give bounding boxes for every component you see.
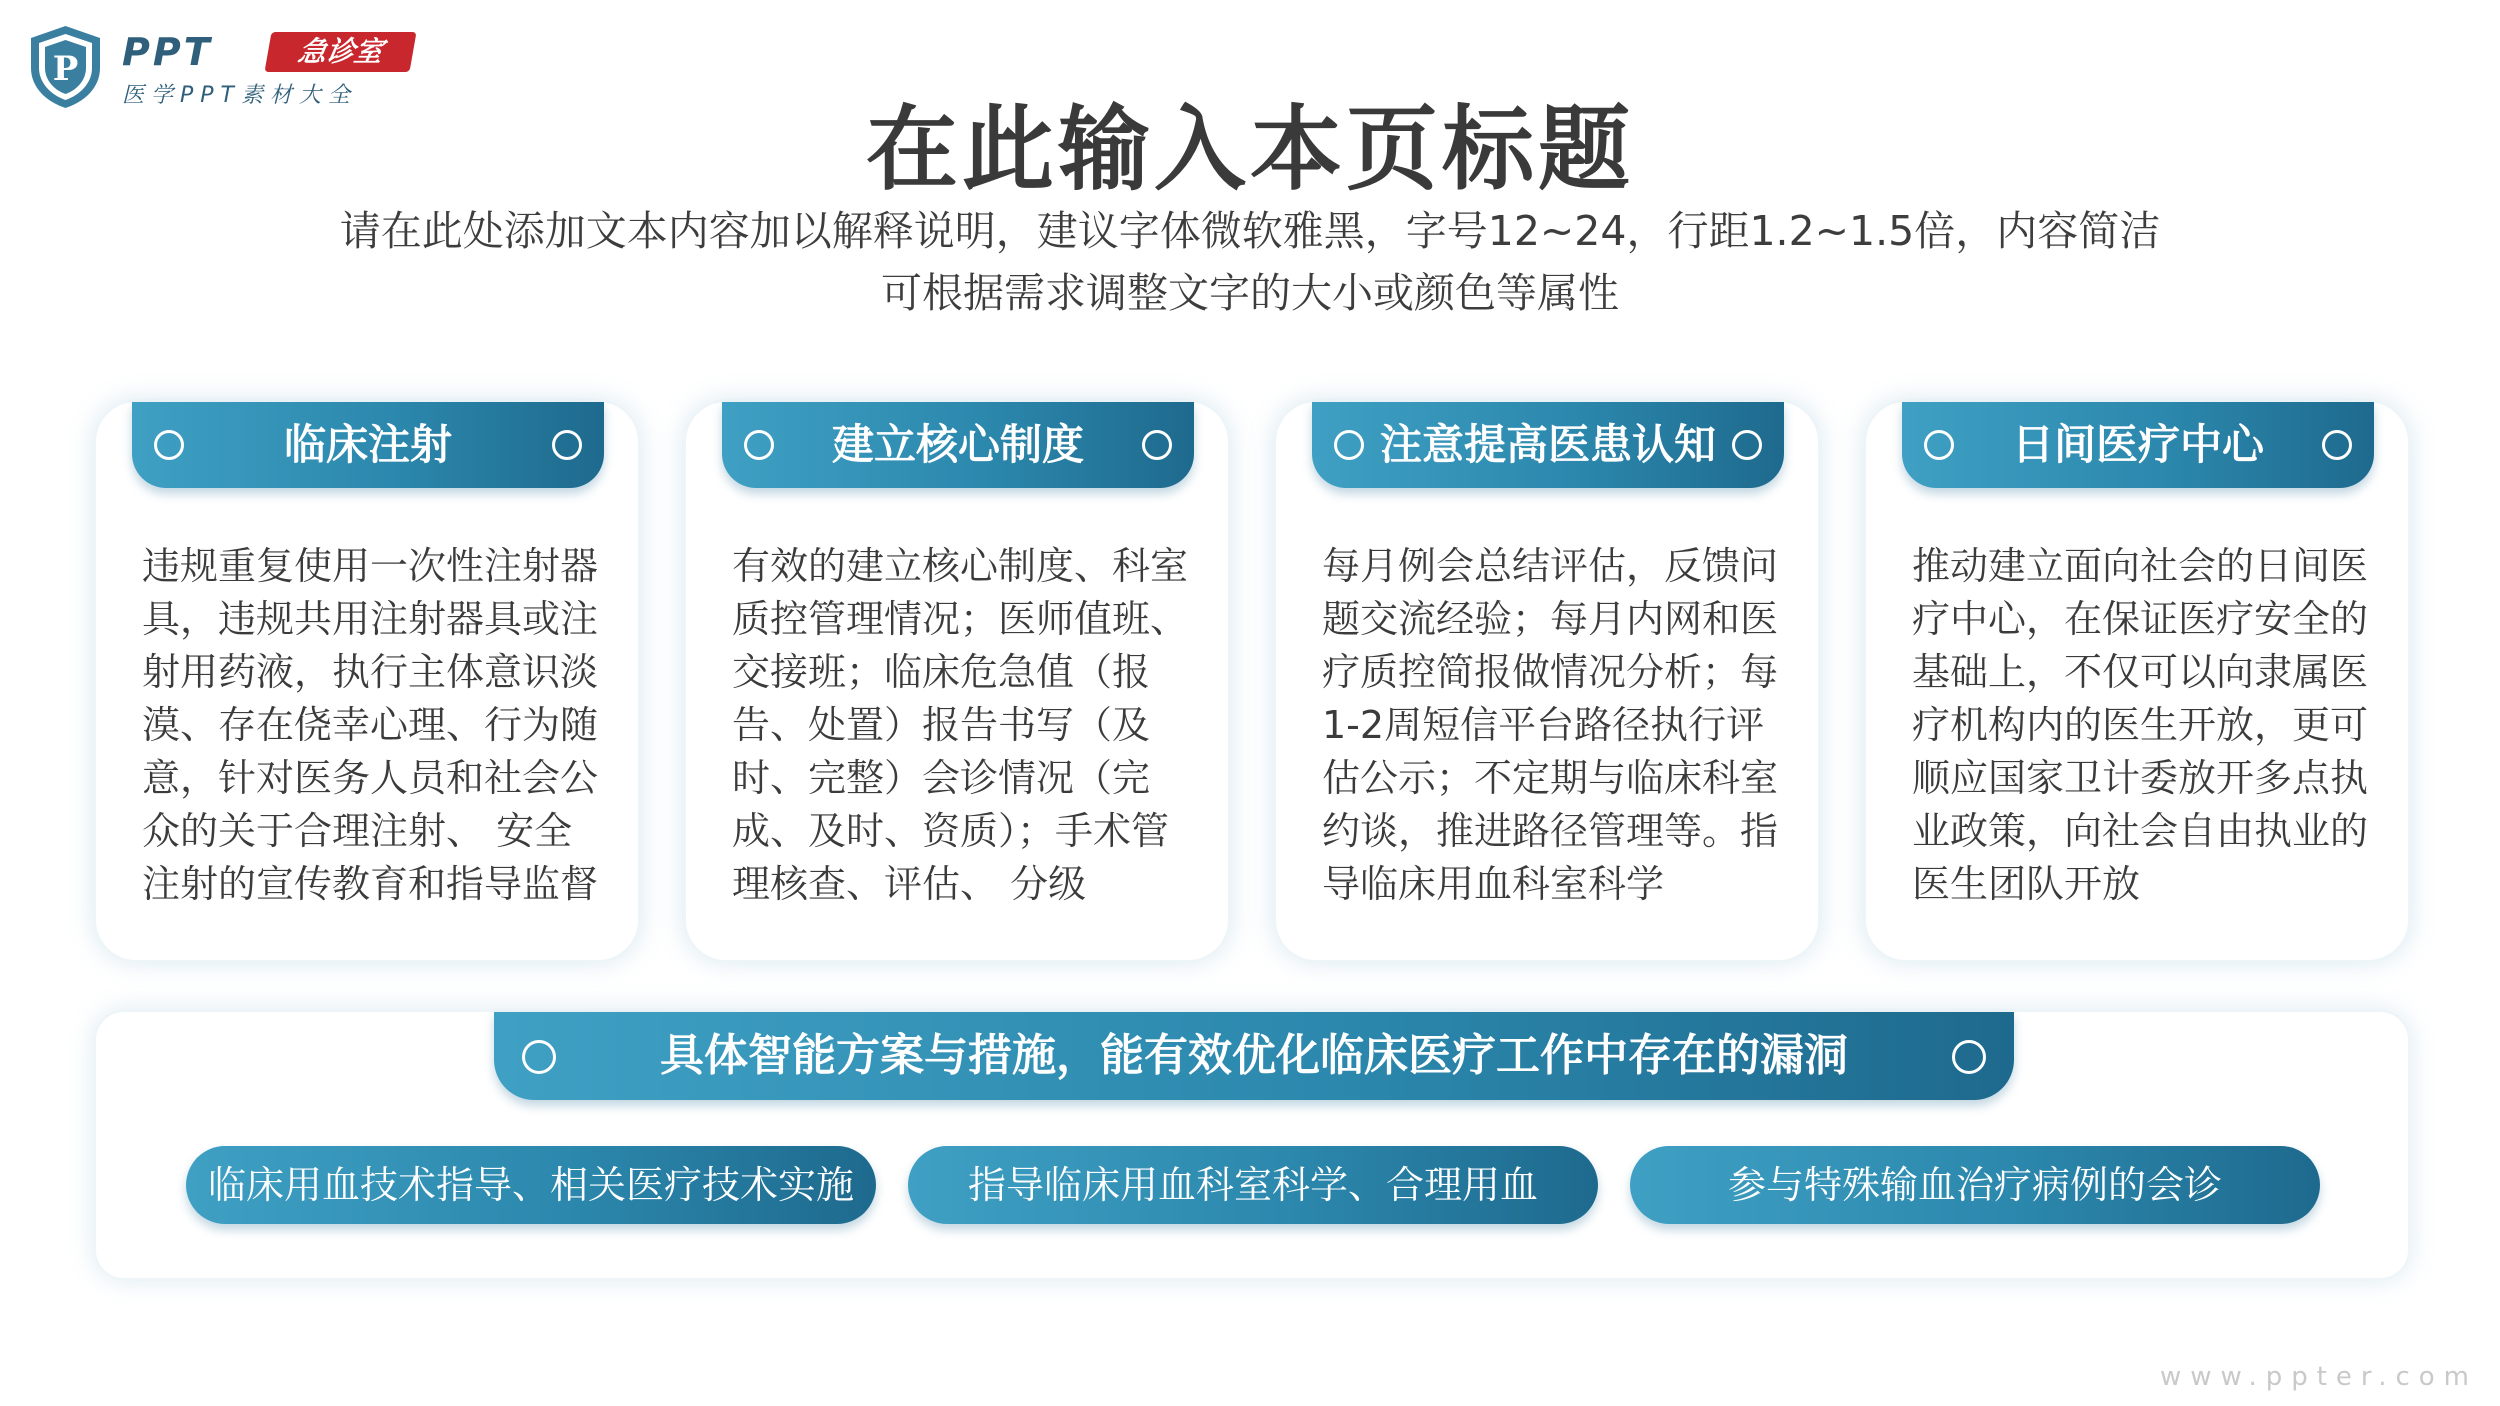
card-header: [1902, 402, 2374, 488]
card-body: 违规重复使用一次性注射器具，违规共用注射器具或注射用药液，执行主体意识淡漠、存在侥幸心理、行为随意，针对医务人员和社会公众的关于合理注射、 安全注射的宣传教育和指导监督: [142, 544, 599, 906]
logo-subtitle: 医学PPT素材大全: [122, 83, 357, 108]
card-body: 有效的建立核心制度、科室质控管理情况；医师值班、交接班；临床危急值（报告、处置）报告书写（及时、完整）会诊情况（完成、及时、资质）；手术管理核查、评估、 分级: [732, 544, 1189, 906]
panel-header: [494, 1012, 2014, 1100]
card-day-care-center: [1864, 400, 2410, 962]
ring-icon: [1142, 430, 1172, 460]
watermark: www.ppter.com: [2160, 1362, 2478, 1392]
card-body: 推动建立面向社会的日间医疗中心，在保证医疗安全的基础上，不仅可以向隶属医疗机构内的医生开放，更可顺应国家卫计委放开多点执业政策，向社会自由执业的医生团队开放: [1912, 544, 2369, 906]
ring-icon: [522, 1040, 556, 1074]
card-heading: 临床注射: [283, 420, 452, 469]
card-heading: 日间医疗中心: [2011, 420, 2264, 469]
card-heading: 注意提高医患认知: [1379, 420, 1716, 469]
ring-icon: [552, 430, 582, 460]
ring-icon: [1732, 430, 1762, 460]
measure-pill: 临床用血技术指导、相关医疗技术实施: [186, 1146, 876, 1224]
card-header: [132, 402, 604, 488]
card-header: [722, 402, 1194, 488]
ring-icon: [1924, 430, 1954, 460]
ring-icon: [154, 430, 184, 460]
measure-pill: 参与特殊输血治疗病例的会诊: [1630, 1146, 2320, 1224]
card-body: 每月例会总结评估，反馈问题交流经验；每月内网和医疗质控简报做情况分析；每1-2周短信平台路径执行评估公示；不定期与临床科室约谈，推进路径管理等。指导临床用血科室科学: [1322, 544, 1779, 906]
ring-icon: [1952, 1040, 1986, 1074]
measure-pill: 指导临床用血科室科学、合理用血: [908, 1146, 1598, 1224]
card-clinical-injection: [94, 400, 640, 962]
ring-icon: [2322, 430, 2352, 460]
intro-text: [280, 200, 2220, 324]
intro-line: 可根据需求调整文字的大小或颜色等属性: [881, 269, 1619, 317]
card-header: [1312, 402, 1784, 488]
logo-tag: 急诊室: [264, 32, 416, 72]
panel-heading: 具体智能方案与措施，能有效优化临床医疗工作中存在的漏洞: [660, 1030, 1848, 1081]
intro-line: 请在此处添加文本内容加以解释说明，建议字体微软雅黑，字号12~24，行距1.2~1.5倍，内容简洁: [339, 207, 2161, 255]
card-patient-awareness: [1274, 400, 1820, 962]
card-heading: 建立核心制度: [831, 420, 1084, 469]
logo-ppt-text: PPT: [122, 30, 213, 74]
page-title: 在此输入本页标题: [865, 96, 1634, 203]
ring-icon: [744, 430, 774, 460]
svg-text:P: P: [52, 49, 79, 89]
ring-icon: [1334, 430, 1364, 460]
measures-panel: [94, 1010, 2410, 1280]
card-core-system: [684, 400, 1230, 962]
